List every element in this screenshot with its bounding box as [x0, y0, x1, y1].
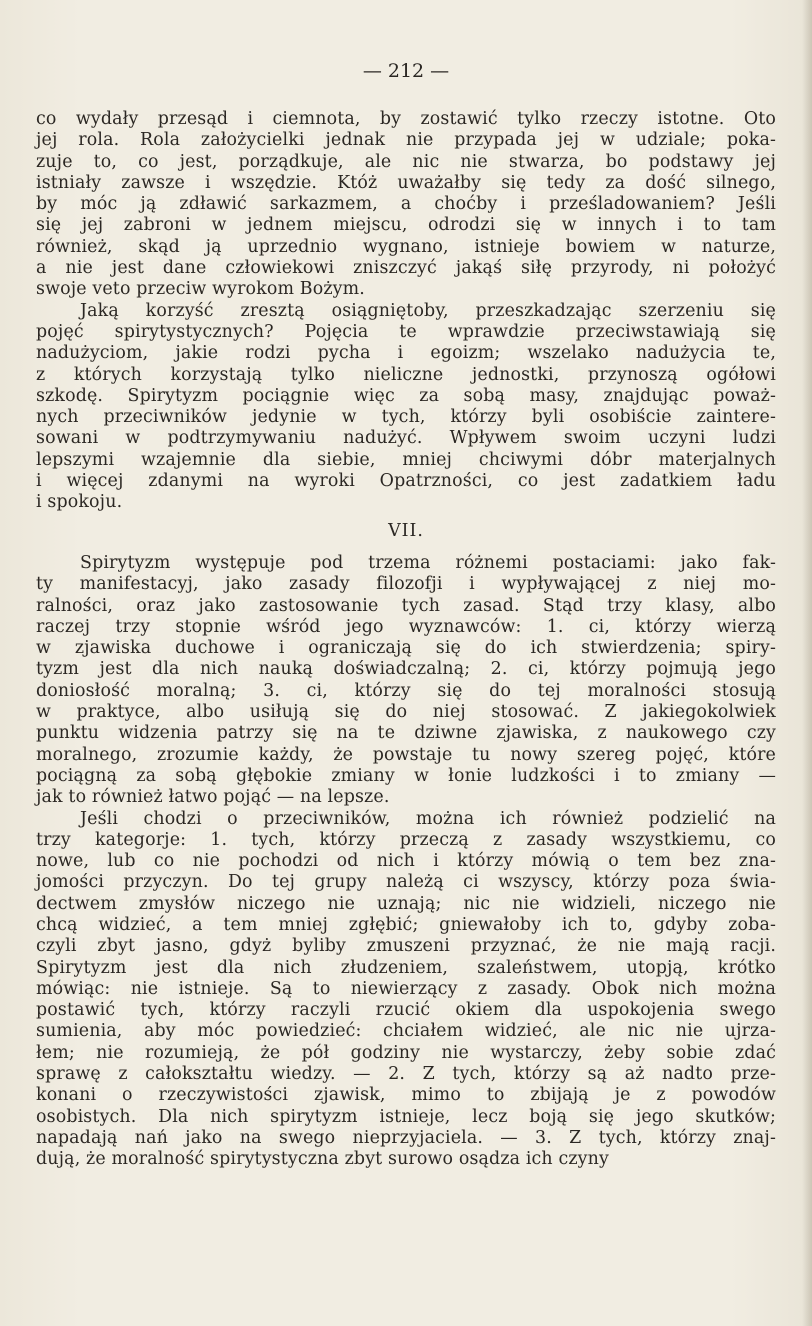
- text-line: osobistych. Dla nich spirytyzm istnieje, lecz boją się jego skutków;: [36, 1106, 776, 1127]
- text-line: nowe, lub co nie pochodzi od nich i którzy mówią o tem bez zna-: [36, 851, 776, 872]
- text-line: Spirytyzm jest dla nich złudzeniem, szaleństwem, utopją, krótko: [36, 957, 776, 978]
- text-line: Jaką korzyść zresztą osiągniętoby, przeszkadzając szerzeniu się: [80, 300, 776, 321]
- text-line: sowani w podtrzymywaniu nadużyć. Wpływem swoim uczyni ludzi: [36, 428, 776, 449]
- text-line: czyli zbyt jasno, gdyż byliby zmuszeni przyznać, że nie mają racji.: [36, 936, 776, 957]
- text-line: jak to również łatwo pojąć — na lepsze.: [36, 787, 390, 808]
- text-line: mówiąc: nie istnieje. Są to niewierzący z zasady. Obok nich można: [36, 978, 776, 999]
- text-line: jej rola. Rola założycielki jednak nie przypada jej w udziale; poka-: [36, 130, 776, 151]
- page-edge-shadow: [802, 0, 812, 1326]
- section-heading: VII.: [388, 520, 424, 541]
- text-line: moralnego, zrozumie każdy, że powstaje tu nowy szereg pojęć, które: [36, 744, 776, 765]
- text-line: konani o rzeczywistości zjawisk, mimo to zbijają je z powodów: [36, 1085, 776, 1106]
- text-line: Spirytyzm występuje pod trzema różnemi postaciami: jako fak-: [80, 552, 776, 573]
- text-line: ty manifestacyj, jako zasady filozofji i wypływającej z niej mo-: [36, 574, 776, 595]
- text-line: się jej zabroni w jednem miejscu, odrodzi się w innych i to tam: [36, 215, 776, 236]
- text-line: zuje to, co jest, porządkuje, ale nic nie stwarza, bo podstawy jej: [36, 151, 776, 172]
- text-line: jomości przyczyn. Do tej grupy należą ci wszyscy, którzy poza świa-: [36, 872, 776, 893]
- text-line: raczej trzy stopnie wśród jego wyznawców: 1. ci, którzy wierzą: [36, 616, 776, 637]
- text-line: punktu widzenia patrzy się na te dziwne zjawiska, z naukowego czy: [36, 723, 776, 744]
- text-line: również, skąd ją uprzednio wygnano, istnieje bowiem w naturze,: [36, 236, 776, 257]
- text-line: istniały zawsze i wszędzie. Któż uważałby się tedy za dość silnego,: [36, 172, 776, 193]
- text-line: w zjawiska duchowe i ograniczają się do ich stwierdzenia; spiry-: [36, 638, 776, 659]
- text-line: i spokoju.: [36, 492, 123, 513]
- body-text: [36, 109, 776, 1171]
- text-line: sumienia, aby móc powiedzieć: chciałem widzieć, ale nic nie ujrza-: [36, 1021, 776, 1042]
- text-line: by móc ją zdławić sarkazmem, a choćby i prześladowaniem? Jeśli: [36, 194, 776, 215]
- text-line: napadają nań jako na swego nieprzyjaciela. — 3. Z tych, którzy znaj-: [36, 1127, 776, 1148]
- text-line: szkodę. Spirytyzm pociągnie więc za sobą masy, znajdując poważ-: [36, 385, 776, 406]
- text-line: chcą widzieć, a tem mniej zgłębić; gniewałoby ich to, gdyby zoba-: [36, 914, 776, 935]
- text-line: nadużyciom, jakie rodzi pycha i egoizm; wszelako nadużycia te,: [36, 343, 776, 364]
- text-line: dują, że moralność spirytystyczna zbyt surowo osądza ich czyny: [36, 1149, 609, 1170]
- text-line: postawić tych, którzy raczyli rzucić okiem dla uspokojenia swego: [36, 1000, 776, 1021]
- text-line: tyzm jest dla nich nauką doświadczalną; 2. ci, którzy pojmują jego: [36, 659, 776, 680]
- text-line: a nie jest dane człowiekowi zniszczyć jakąś siłę przyrody, ni położyć: [36, 258, 776, 279]
- text-line: i więcej zdanymi na wyroki Opatrzności, co jest zadatkiem ładu: [36, 471, 776, 492]
- text-line: lepszymi wzajemnie dla siebie, mniej chciwymi dóbr materjalnych: [36, 449, 776, 470]
- text-line: swoje veto przeciw wyrokom Bożym.: [36, 279, 365, 300]
- text-line: łem; nie rozumieją, że pół godziny nie wystarczy, żeby sobie zdać: [36, 1042, 776, 1063]
- text-line: ralności, oraz jako zastosowanie tych zasad. Stąd trzy klasy, albo: [36, 595, 776, 616]
- paragraph: [36, 301, 776, 514]
- text-line: trzy kategorje: 1. tych, którzy przeczą z zasady wszystkiemu, co: [36, 829, 776, 850]
- text-line: dectwem zmysłów niczego nie uznają; nic nie widzieli, niczego nie: [36, 893, 776, 914]
- text-line: z których korzystają tylko nieliczne jednostki, przynoszą ogółowi: [36, 364, 776, 385]
- paragraph: [36, 109, 776, 301]
- text-line: pociągną za sobą głębokie zmiany w łonie ludzkości i to zmiany —: [36, 765, 776, 786]
- text-line: co wydały przesąd i ciemnota, by zostawić tylko rzeczy istotne. Oto: [36, 109, 776, 129]
- paragraph: [36, 809, 776, 1171]
- paragraph: [36, 553, 776, 809]
- text-line: pojęć spirytystycznych? Pojęcia te wprawdzie przeciwstawiają się: [36, 321, 776, 342]
- text-line: sprawę z całokształtu wiedzy. — 2. Z tych, którzy są aż nadto prze-: [36, 1064, 776, 1085]
- text-line: doniosłość moralną; 3. ci, którzy się do tej moralności stosują: [36, 680, 776, 701]
- text-line: w praktyce, albo usiłują się do niej stosować. Z jakiegokolwiek: [36, 702, 776, 723]
- page-number: — 212 —: [362, 60, 450, 82]
- text-line: Jeśli chodzi o przeciwników, można ich również podzielić na: [80, 808, 776, 829]
- text-line: nych przeciwników jedynie w tych, którzy byli osobiście zaintere-: [36, 407, 776, 428]
